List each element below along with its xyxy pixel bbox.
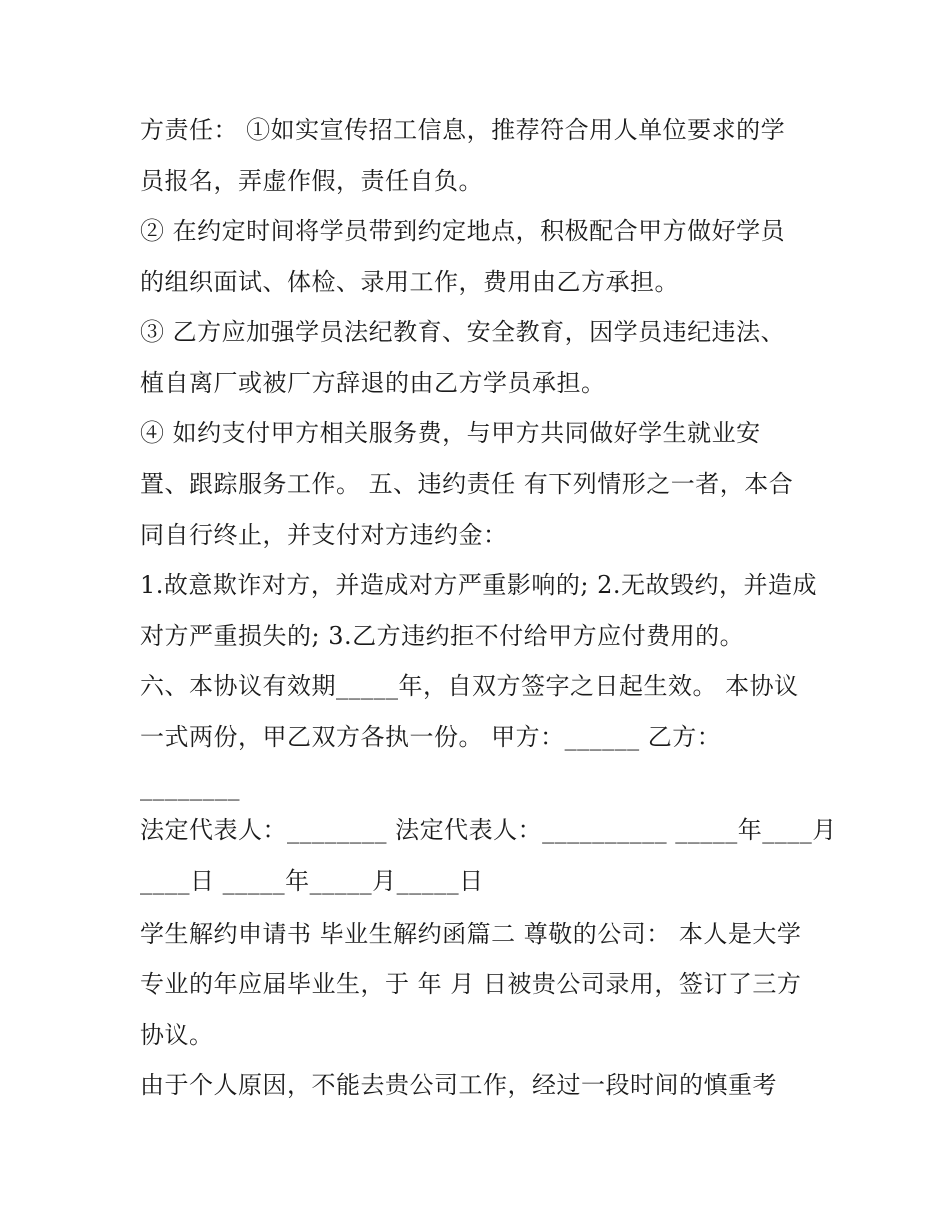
text-line: 员报名，弄虚作假，责任自负。 — [140, 167, 483, 195]
text-line: 专业的年应届毕业生，于 年 月 日被贵公司录用，签订了三方 — [140, 970, 802, 998]
text-line: 植自离厂或被厂方辞退的由乙方学员承担。 — [140, 369, 606, 397]
text-line: 1.故意欺诈对方，并造成对方严重影响的; 2.无故毁约，并造成 — [140, 571, 818, 599]
text-line: 方责任： ①如实宣传招工信息，推荐符合用人单位要求的学 — [140, 116, 786, 144]
text-line: ④ 如约支付甲方相关服务费，与甲方共同做好学生就业安 — [140, 419, 761, 447]
text-line: ____日 _____年_____月_____日 — [140, 867, 484, 895]
text-line: 法定代表人：________ 法定代表人：__________ _____年____月 — [140, 816, 837, 844]
text-line: ③ 乙方应加强学员法纪教育、安全教育，因学员违纪违法、 — [140, 318, 786, 346]
text-line: 置、跟踪服务工作。 五、违约责任 有下列情形之一者，本合 — [140, 470, 794, 498]
text-line: 协议。 — [140, 1021, 214, 1049]
text-line: 由于个人原因，不能去贵公司工作，经过一段时间的慎重考 — [140, 1071, 777, 1099]
text-line: 对方严重损失的; 3.乙方违约拒不付给甲方应付费用的。 — [140, 622, 745, 650]
text-line: ② 在约定时间将学员带到约定地点，积极配合甲方做好学员 — [140, 217, 786, 245]
text-line: 一式两份，甲乙双方各执一份。 甲方：______ 乙方： — [140, 723, 722, 751]
text-line: 学生解约申请书 毕业生解约函篇二 尊敬的公司： 本人是大学 — [140, 920, 802, 948]
text-line: 同自行终止，并支付对方违约金： — [140, 521, 508, 549]
text-line: 六、本协议有效期_____年，自双方签字之日起生效。 本协议 — [140, 672, 799, 700]
text-line: 的组织面试、体检、录用工作，费用由乙方承担。 — [140, 268, 679, 296]
text-line: ________ — [140, 773, 240, 801]
